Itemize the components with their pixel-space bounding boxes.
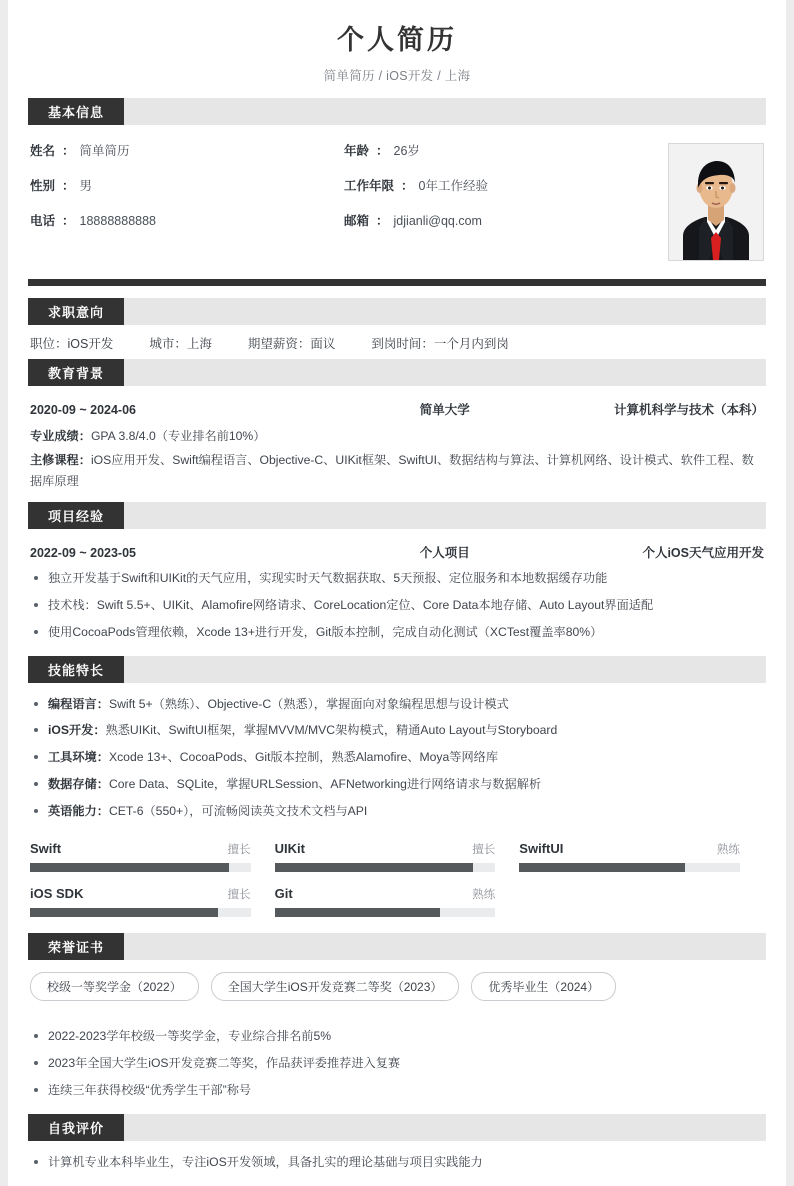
skill-bar-name: Git [274,886,293,902]
basic-info-block [8,125,786,269]
skill-bar-header [30,886,251,902]
basic-info-row [30,211,658,229]
colon: ： [62,143,75,158]
list-item [30,695,764,714]
list-item: 技术栈：Swift 5.5+、UIKit、Alamofire网络请求、CoreLocation定位、Core Data本地存储、Auto Layout界面适配 [30,596,764,615]
section-header-fill [124,359,766,386]
skill-bar-fill [30,863,229,872]
field-experience-label: 工作年限 [344,178,395,193]
section-header-honors [28,933,766,960]
list-item: 连续三年获得校级“优秀学生干部”称号 [30,1081,764,1100]
skill-bar-name: SwiftUI [519,841,564,857]
avatar [668,143,764,261]
honors-block [8,1015,786,1114]
list-item [30,802,764,821]
section-header-fill [124,1114,766,1141]
education-school: 简单大学 [419,402,470,417]
skill-label: 编程语言： [48,696,109,711]
field-age [344,141,658,159]
skill-bar-empty-slot [519,886,764,917]
intention-salary: 期望薪资：面议 [247,336,336,351]
skill-bar-level: 擅长 [227,844,251,857]
colon: ： [401,178,414,193]
field-gender-label: 性别 [30,178,56,193]
education-gpa-label: 专业成绩： [30,428,91,443]
skill-bar-name: Swift [30,841,62,857]
colon: ： [376,143,389,158]
skill-bar-track [519,863,740,872]
list-item: 2023年全国大学生iOS开发竞赛二等奖，作品获评委推荐进入复赛 [30,1054,764,1073]
skill-bar-header [519,841,740,857]
field-email [344,211,658,229]
field-experience-value: 0年工作经验 [418,178,488,193]
skill-bar-name: iOS SDK [30,886,84,902]
skill-text: Core Data、SQLite，掌握URLSession、AFNetworking进行网络请求与数据解析 [108,777,542,792]
field-email-label: 邮箱 [344,213,370,228]
list-item: 计算机专业本科毕业生，专注iOS开发领域，具备扎实的理论基础与项目实践能力 [30,1153,764,1172]
skill-text: Xcode 13+、CocoaPods、Git版本控制，熟悉Alamofire、Moya等网络库 [108,750,499,765]
skill-bar-track [30,863,251,872]
skill-bar-swiftui [519,841,764,872]
field-gender [30,176,344,194]
skill-bar-level: 擅长 [227,889,251,902]
education-courses-value: iOS应用开发、Swift编程语言、Objective-C、UIKit框架、SwiftUI、数据结构与算法、计算机网络、设计模式、软件工程、数据库原理 [30,453,754,489]
portrait-photo-icon [669,144,763,260]
section-title-honors: 荣誉证书 [28,933,124,960]
honor-tag: 校级一等奖学金（2022） [30,972,199,1001]
skill-bar-level: 熟练 [472,889,496,902]
education-date: 2020-09 ~ 2024-06 [30,402,136,417]
skill-bar-fill [30,908,218,917]
intention-city: 城市：上海 [149,336,212,351]
resume-document [8,0,786,1186]
skill-text: Swift 5+（熟练）、Objective-C（熟悉），掌握面向对象编程思想与设计模式 [108,696,509,711]
project-entry-header [30,543,764,561]
project-company: 个人项目 [419,545,470,560]
section-header-fill [124,933,766,960]
skill-bar-track [30,908,251,917]
field-phone [30,211,344,229]
colon: ： [62,213,75,228]
skills-bullet-list [30,695,764,822]
field-age-label: 年龄 [344,143,370,158]
project-date: 2022-09 ~ 2023-05 [30,545,136,560]
project-bullet-list [30,569,764,642]
basic-info-row [30,176,658,194]
section-header-fill [124,656,766,683]
skills-block [8,683,786,836]
page-title: 个人简历 [337,25,457,55]
section-divider [28,279,766,286]
field-phone-value: 18888888888 [79,213,157,228]
field-experience [344,176,658,194]
section-header-fill [124,502,766,529]
education-major: 计算机科学与技术（本科） [613,402,764,417]
skill-bar-track [275,863,496,872]
list-item [30,721,764,740]
skill-bar-level: 熟练 [716,844,740,857]
section-header-fill [124,298,766,325]
skill-label: iOS开发： [48,723,106,738]
section-header-basic [28,98,766,125]
skill-bar-ios-sdk [30,886,275,917]
self-evaluation-bullet-list [30,1153,764,1172]
honors-bullet-list [30,1027,764,1100]
intention-arrival: 到岗时间：一个月内到岗 [371,336,509,351]
field-age-value: 26岁 [393,143,420,158]
basic-info-row [30,141,658,159]
section-title-intention: 求职意向 [28,298,124,325]
section-title-self-evaluation: 自我评价 [28,1114,124,1141]
skill-bar-swift [30,841,275,872]
self-evaluation-block [8,1141,786,1186]
project-role: 个人iOS天气应用开发 [642,545,764,560]
skill-label: 数据存储： [48,777,109,792]
list-item: 使用CocoaPods管理依赖，Xcode 13+进行开发，Git版本控制，完成自动化测试（XCTest覆盖率80%） [30,623,764,642]
honor-tag: 优秀毕业生（2024） [471,972,616,1001]
colon: ： [376,213,389,228]
section-title-basic: 基本信息 [28,98,124,125]
field-name [30,141,344,159]
skill-bar-uikit [275,841,520,872]
section-title-education: 教育背景 [28,359,124,386]
intention-position: 职位：iOS开发 [30,336,114,351]
skill-label: 英语能力： [48,804,109,819]
section-title-project: 项目经验 [28,502,124,529]
education-gpa-value: GPA 3.8/4.0（专业排名前10%） [90,428,266,443]
list-item [30,775,764,794]
education-block [8,386,786,502]
list-item: 独立开发基于Swift和UIKit的天气应用，实现实时天气数据获取、5天预报、定位服务和本地数据缓存功能 [30,569,764,588]
skill-text: 熟悉UIKit、SwiftUI框架，掌握MVVM/MVC架构模式，精通Auto Layout与Storyboard [105,723,558,738]
skill-bar-fill [275,863,474,872]
section-header-skills [28,656,766,683]
field-name-label: 姓名 [30,143,56,158]
education-courses-label: 主修课程： [30,453,91,468]
section-header-fill [124,98,766,125]
section-header-self-evaluation [28,1114,766,1141]
field-email-value: jdjianli@qq.com [393,213,482,228]
section-title-skills: 技能特长 [28,656,124,683]
education-entry-header [30,400,764,418]
skill-bar-header [30,841,251,857]
honor-tag: 全国大学生iOS开发竞赛二等奖（2023） [211,972,460,1001]
skill-bar-fill [519,863,684,872]
section-header-project [28,502,766,529]
skill-bar-name: UIKit [274,841,305,857]
list-item: 2022-2023学年校级一等奖学金，专业综合排名前5% [30,1027,764,1046]
skill-bar-track [275,908,496,917]
field-gender-value: 男 [79,178,93,193]
skill-label: 工具环境： [48,750,109,765]
skill-bar-git [275,886,520,917]
section-header-education [28,359,766,386]
colon: ： [62,178,75,193]
list-item [30,748,764,767]
skill-bar-grid [8,835,786,933]
project-block [8,529,786,656]
skill-text: CET-6（550+），可流畅阅读英文技术文档与API [108,804,368,819]
education-gpa-line [30,426,764,447]
intention-items [8,325,786,359]
resume-header [8,0,786,98]
field-phone-label: 电话 [30,213,56,228]
skill-bar-level: 擅长 [472,844,496,857]
page-subtitle: 简单简历 / iOS开发 / 上海 [323,68,471,83]
skill-bar-fill [275,908,440,917]
section-header-intention [28,298,766,325]
education-courses-line [30,450,764,493]
skill-bar-header [275,841,496,857]
basic-info-fields [30,141,658,246]
field-name-value: 简单简历 [79,143,130,158]
skill-bar-header [275,886,496,902]
honor-tag-row [8,960,786,1015]
